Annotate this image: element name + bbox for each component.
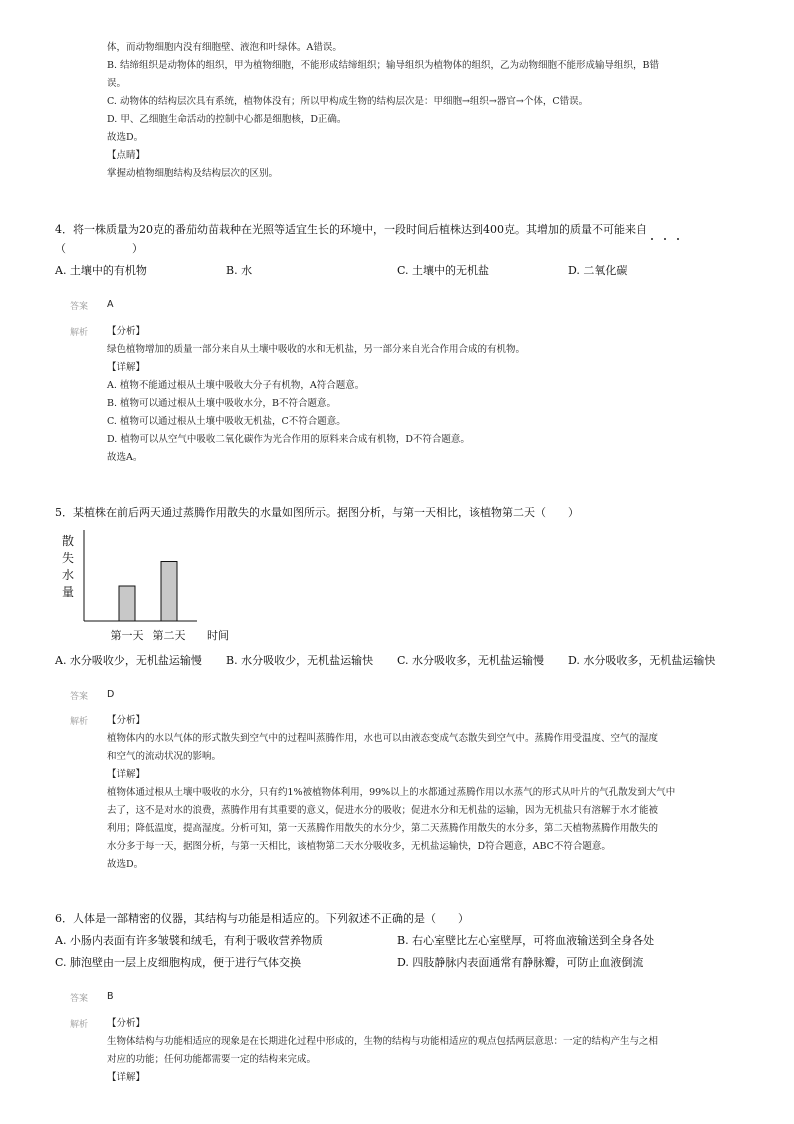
question-6-option-a[interactable]: A. 小肠内表面有许多皱襞和绒毛，有利于吸收营养物质	[55, 934, 323, 947]
analysis-line: C. 植物可以通过根从土壤中吸收无机盐，C不符合题意。	[107, 416, 346, 427]
question-5-option-b[interactable]: B. 水分吸收少，无机盐运输快	[226, 654, 374, 667]
analysis-label: 解析	[70, 1020, 89, 1030]
text-line: 故选D。	[107, 132, 144, 143]
analysis-line: B. 植物可以通过根从土壤中吸收水分，B不符合题意。	[107, 398, 337, 409]
analysis-line: A. 植物不能通过根从土壤中吸收大分子有机物，A符合题意。	[107, 380, 365, 391]
question-4-option-a[interactable]: A. 土壤中的有机物	[55, 264, 147, 277]
y-axis-title	[62, 533, 74, 599]
text-line: B. 结缔组织是动物体的组织，甲为植物细胞，不能形成结缔组织；输导组织为植物体的组织，乙为动物细胞不能形成输导组织，B错	[107, 60, 660, 71]
analysis-line: 【详解】	[107, 1072, 146, 1083]
question-5-option-c[interactable]: C. 水分吸收多，无机盐运输慢	[397, 654, 545, 667]
analysis-line: 【分析】	[107, 1018, 146, 1029]
bars	[119, 562, 177, 622]
analysis-line: 绿色植物增加的质量一部分来自从土壤中吸收的水和无机盐，另一部分来自光合作用合成的有机物。	[107, 344, 526, 355]
y-axis-title-char: 散	[61, 534, 75, 548]
question-4-paren: （ ）	[55, 242, 143, 255]
answer-label: 答案	[70, 302, 89, 312]
analysis-line: 故选A。	[107, 452, 143, 463]
analysis-line: 【分析】	[107, 715, 146, 726]
question-5-option-d[interactable]: D. 水分吸收多，无机盐运输快	[568, 654, 716, 667]
question-5-stem: 5．某植株在前后两天通过蒸腾作用散失的水量如图所示。据图分析，与第一天相比，该植物第二天（ ）	[55, 506, 579, 519]
text-line: 掌握动植物细胞结构及结构层次的区别。	[107, 168, 279, 179]
analysis-line: 【详解】	[107, 362, 146, 373]
text-line: 体，而动物细胞内没有细胞壁、液泡和叶绿体。A错误。	[107, 42, 342, 53]
question-4-option-d[interactable]: D. 二氧化碳	[568, 264, 628, 277]
category-labels	[111, 629, 186, 642]
analysis-line: 水分多于每一天，据图分析，与第一天相比，该植物第二天水分吸收多，无机盐运输快，D符合题意，ABC不符合题意。	[107, 841, 611, 852]
text-line: 误。	[107, 78, 127, 89]
y-axis-title-char: 量	[61, 585, 75, 599]
analysis-label: 解析	[70, 328, 89, 338]
question-6-option-c[interactable]: C. 肺泡壁由一层上皮细胞构成，便于进行气体交换	[55, 956, 302, 969]
y-axis-title-char: 失	[61, 551, 75, 565]
x-axis-title: 时间	[207, 629, 229, 642]
question-6-answer: B	[107, 991, 114, 1002]
emphasis-dot	[651, 238, 653, 240]
text-line: D. 甲、乙细胞生命活动的控制中心都是细胞核，D正确。	[107, 114, 347, 125]
analysis-line: D. 植物可以从空气中吸收二氧化碳作为光合作用的原料来合成有机物，D不符合题意。	[107, 434, 470, 445]
question-5-option-a[interactable]: A. 水分吸收少，无机盐运输慢	[55, 654, 202, 667]
question-6-option-b[interactable]: B. 右心室壁比左心室壁厚，可将血液输送到全身各处	[397, 934, 655, 947]
transpiration-bar-chart	[55, 525, 245, 650]
emphasis-dot	[677, 238, 679, 240]
emphasis-dot	[664, 238, 666, 240]
question-4-stem: 4．将一株质量为20克的番茄幼苗栽种在光照等适宜生长的环境中，一段时间后植株达到400克。其增加的质量不可能来自	[55, 223, 647, 236]
analysis-line: 和空气的流动状况的影响。	[107, 751, 222, 762]
analysis-line: 故选D。	[107, 859, 144, 870]
bar-1	[119, 586, 135, 621]
analysis-line: 生物体结构与功能相适应的现象是在长期进化过程中形成的，生物的结构与功能相适应的观点包括两层意思：一定的结构产生与之相	[107, 1036, 659, 1047]
answer-label: 答案	[70, 994, 89, 1004]
category-label: 第二天	[152, 629, 186, 642]
question-5-answer: D	[107, 689, 115, 700]
question-4-option-c[interactable]: C. 土壤中的无机盐	[397, 264, 490, 277]
category-label: 第一天	[110, 629, 144, 642]
question-4-option-b[interactable]: B. 水	[226, 264, 253, 277]
analysis-line: 【分析】	[107, 326, 146, 337]
analysis-line: 去了，这不是对水的浪费，蒸腾作用有其重要的意义，促进水分的吸收；促进水分和无机盐的运输，因为无机盐只有溶解于水才能被	[107, 805, 659, 816]
text-line: C. 动物体的结构层次具有系统，植物体没有；所以甲构成生物的结构层次是：甲细胞→组织→器官→个体，C错误。	[107, 96, 589, 107]
question-6-stem: 6．人体是一部精密的仪器，其结构与功能是相适应的。下列叙述不正确的是（ ）	[55, 912, 469, 925]
tip-heading: 【点睛】	[107, 150, 146, 161]
analysis-line: 对应的功能；任何功能都需要一定的结构来完成。	[107, 1054, 317, 1065]
analysis-line: 植物体内的水以气体的形式散失到空气中的过程叫蒸腾作用，水也可以由液态变成气态散失到空气中。蒸腾作用受温度、空气的湿度	[107, 733, 659, 744]
analysis-line: 植物体通过根从土壤中吸收的水分，只有约1%被植物体利用，99%以上的水都通过蒸腾作用以水蒸气的形式从叶片的气孔散发到大气中	[107, 787, 676, 798]
analysis-line: 利用；降低温度，提高湿度。分析可知，第一天蒸腾作用散失的水分少，第二天蒸腾作用散失的水分多，第二天植物蒸腾作用散失的	[107, 823, 659, 834]
analysis-label: 解析	[70, 717, 89, 727]
question-4-answer: A	[107, 299, 114, 310]
question-6-option-d[interactable]: D. 四肢静脉内表面通常有静脉瓣，可防止血液倒流	[397, 956, 644, 969]
bar-2	[161, 562, 177, 622]
answer-label: 答案	[70, 692, 89, 702]
analysis-line: 【详解】	[107, 769, 146, 780]
y-axis-title-char: 水	[61, 568, 75, 582]
